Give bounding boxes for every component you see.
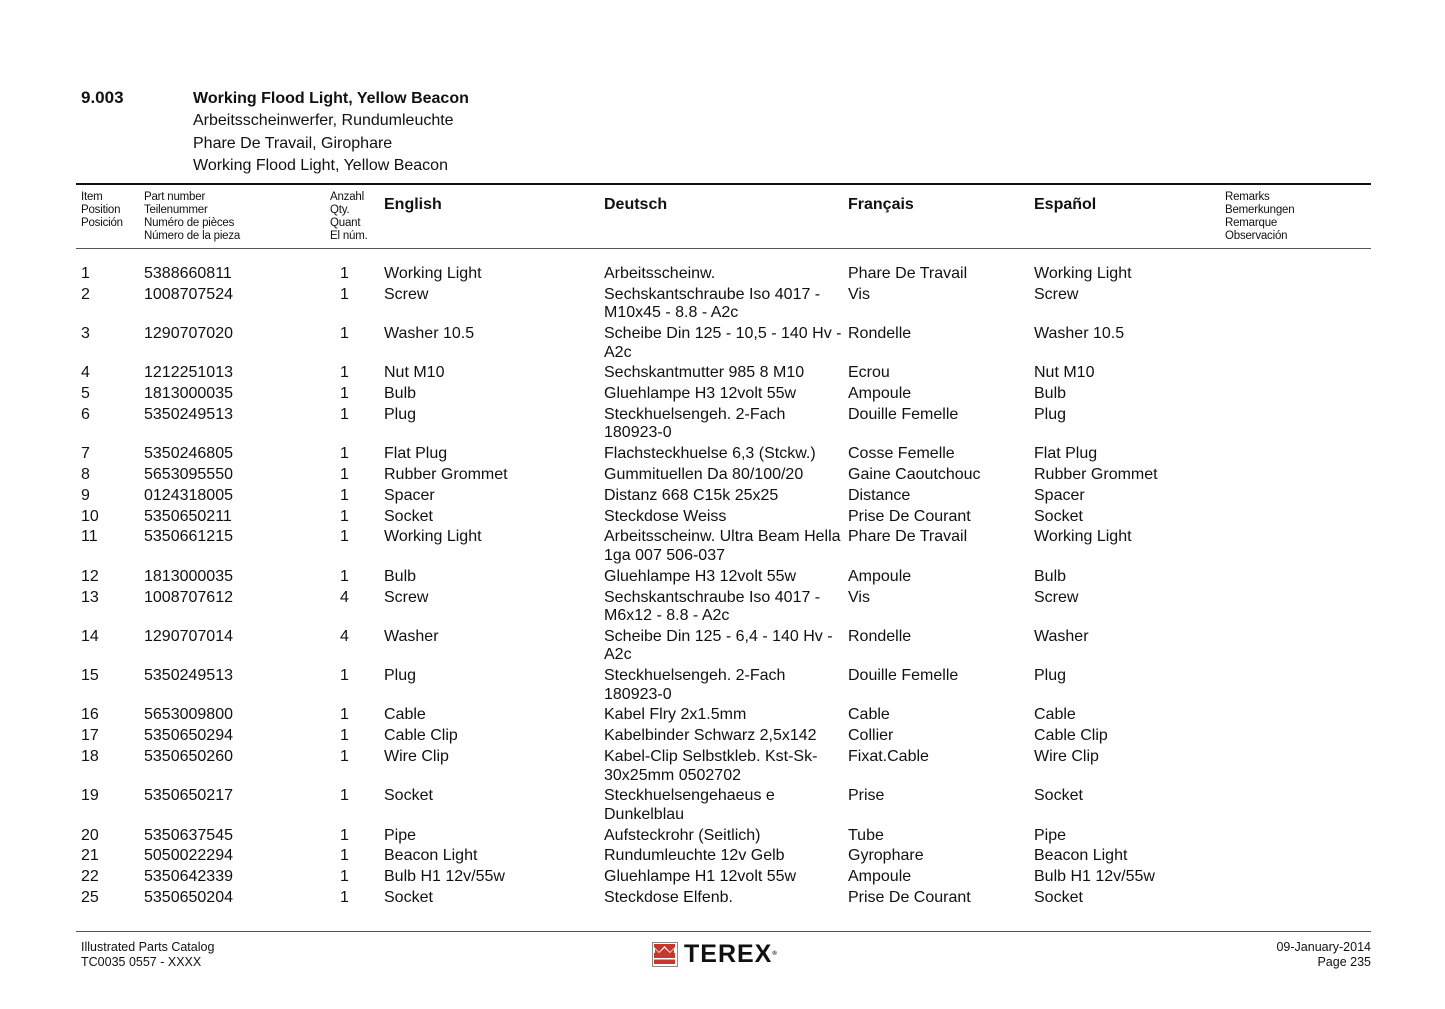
item-position: 7 [81, 445, 90, 463]
description-espanol: Rubber Grommet [1034, 466, 1158, 484]
terex-logo [652, 942, 778, 967]
description-deutsch: Steckhuelsengeh. 2-Fach 180923-0 [604, 405, 786, 442]
description-english: Bulb [384, 567, 417, 585]
header-part-en: Part number [144, 191, 206, 203]
table-row [0, 508, 1445, 529]
description-espanol: Washer [1034, 627, 1089, 645]
description-francais: Phare De Travail [848, 528, 968, 546]
part-number: 1813000035 [144, 567, 233, 585]
quantity: 1 [340, 787, 349, 805]
description-espanol: Screw [1034, 588, 1079, 606]
part-number: 5050022294 [144, 847, 233, 865]
item-position: 15 [81, 667, 99, 685]
item-position: 18 [81, 748, 99, 766]
item-position: 25 [81, 889, 99, 907]
description-francais: Prise [848, 787, 885, 805]
description-espanol: Spacer [1034, 486, 1085, 504]
description-deutsch: Kabel Flry 2x1.5mm [604, 706, 747, 724]
description-francais: Ampoule [848, 385, 912, 403]
table-row [0, 528, 1445, 567]
description-deutsch: Sechskantschraube Iso 4017 - M6x12 - 8.8 - A2c [604, 588, 821, 625]
section-number: 9.003 [81, 88, 124, 107]
header-top-rule [76, 183, 1371, 185]
description-english: Wire Clip [384, 748, 449, 766]
header-item [81, 191, 123, 230]
header-part-de: Teilenummer [144, 204, 208, 216]
terex-wordmark-text: TEREX [684, 940, 773, 968]
part-number: 1290707014 [144, 627, 233, 645]
table-row [0, 727, 1445, 748]
description-deutsch: Sechskantschraube Iso 4017 - M10x45 - 8.8 - A2c [604, 285, 821, 322]
quantity: 1 [340, 325, 349, 343]
part-number: 5350661215 [144, 528, 233, 546]
header-remarks-de: Bemerkungen [1225, 204, 1295, 216]
description-francais: Ecrou [848, 364, 890, 382]
description-francais: Cable [848, 706, 890, 724]
description-espanol: Socket [1034, 889, 1083, 907]
description-english: Plug [384, 667, 417, 685]
header-remarks-es: Observación [1225, 230, 1288, 242]
header-item-es: Posición [81, 217, 123, 229]
quantity: 1 [340, 528, 349, 546]
header-deutsch: Deutsch [604, 196, 668, 213]
item-position: 19 [81, 787, 99, 805]
quantity: 1 [340, 868, 349, 886]
quantity: 1 [340, 466, 349, 484]
description-francais: Gyrophare [848, 847, 924, 865]
part-number: 1813000035 [144, 385, 233, 403]
part-number: 1008707612 [144, 588, 233, 606]
header-part-number [144, 191, 240, 243]
description-francais: Prise De Courant [848, 889, 971, 907]
item-position: 9 [81, 486, 90, 504]
footer-catalog-title: Illustrated Parts Catalog [81, 940, 215, 954]
header-english: English [384, 196, 442, 213]
table-row [0, 325, 1445, 364]
table-row [0, 787, 1445, 826]
description-english: Bulb [384, 385, 417, 403]
part-number: 5350650204 [144, 889, 233, 907]
description-francais: Ampoule [848, 567, 912, 585]
header-item-de: Position [81, 204, 121, 216]
table-row [0, 265, 1445, 286]
description-espanol: Screw [1034, 285, 1079, 303]
quantity: 1 [340, 667, 349, 685]
header-remarks [1225, 191, 1294, 243]
description-english: Bulb H1 12v/55w [384, 868, 505, 886]
item-position: 11 [81, 528, 98, 546]
description-english: Washer [384, 627, 439, 645]
footer-catalog-info [81, 940, 214, 970]
table-row [0, 667, 1445, 706]
item-position: 14 [81, 627, 99, 645]
item-position: 13 [81, 588, 99, 606]
table-row [0, 364, 1445, 385]
item-position: 10 [81, 507, 99, 525]
description-francais: Cosse Femelle [848, 445, 955, 463]
description-francais: Douille Femelle [848, 667, 959, 685]
quantity: 1 [340, 285, 349, 303]
description-deutsch: Gluehlampe H1 12volt 55w [604, 868, 797, 886]
description-deutsch: Gummituellen Da 80/100/20 [604, 466, 804, 484]
table-row [0, 445, 1445, 466]
description-espanol: Flat Plug [1034, 445, 1098, 463]
description-espanol: Socket [1034, 787, 1083, 805]
part-number: 5350650260 [144, 748, 233, 766]
part-number: 5653095550 [144, 466, 233, 484]
parts-table-body [0, 265, 1445, 910]
description-english: Socket [384, 889, 433, 907]
description-deutsch: Kabelbinder Schwarz 2,5x142 [604, 727, 817, 745]
description-deutsch: Steckdose Weiss [604, 507, 727, 525]
description-espanol: Plug [1034, 405, 1067, 423]
description-deutsch: Gluehlampe H3 12volt 55w [604, 567, 797, 585]
description-deutsch: Arbeitsscheinw. Ultra Beam Hella 1ga 007 506-037 [604, 528, 841, 564]
description-espanol: Bulb [1034, 385, 1067, 403]
description-english: Cable Clip [384, 727, 458, 745]
quantity: 1 [340, 748, 349, 766]
description-deutsch: Aufsteckrohr (Seitlich) [604, 826, 761, 844]
description-espanol: Bulb [1034, 567, 1067, 585]
description-deutsch: Steckhuelsengehaeus e Dunkelblau [604, 787, 775, 823]
part-number: 5350249513 [144, 405, 233, 423]
table-row [0, 847, 1445, 868]
part-number: 1290707020 [144, 325, 233, 343]
description-english: Screw [384, 588, 429, 606]
description-english: Screw [384, 285, 429, 303]
item-position: 8 [81, 466, 90, 484]
table-row [0, 628, 1445, 667]
header-espanol: Español [1034, 196, 1097, 213]
quantity: 4 [340, 588, 349, 606]
description-deutsch: Sechskantmutter 985 8 M10 [604, 364, 805, 382]
quantity: 1 [340, 364, 349, 382]
header-item-en: Item [81, 191, 103, 203]
description-espanol: Nut M10 [1034, 364, 1095, 382]
description-francais: Ampoule [848, 868, 912, 886]
header-remarks-en: Remarks [1225, 191, 1270, 203]
item-position: 21 [81, 847, 99, 865]
description-espanol: Cable Clip [1034, 727, 1108, 745]
description-francais: Distance [848, 486, 911, 504]
description-francais: Prise De Courant [848, 507, 971, 525]
title-spanish: Working Flood Light, Yellow Beacon [193, 157, 448, 175]
header-qty-fr: Quant [330, 217, 361, 229]
quantity: 4 [340, 627, 349, 645]
description-espanol: Cable [1034, 706, 1076, 724]
description-deutsch: Steckhuelsengeh. 2-Fach 180923-0 [604, 667, 786, 703]
description-espanol: Wire Clip [1034, 748, 1099, 766]
item-position: 17 [81, 727, 99, 745]
description-english: Pipe [384, 826, 417, 844]
part-number: 1212251013 [144, 364, 233, 382]
footer-rule [76, 931, 1371, 932]
table-row [0, 868, 1445, 889]
part-number: 1008707524 [144, 285, 233, 303]
description-deutsch: Scheibe Din 125 - 6,4 - 140 Hv - A2c [604, 627, 833, 664]
description-francais: Vis [848, 285, 870, 303]
item-position: 6 [81, 405, 90, 423]
table-row [0, 889, 1445, 910]
item-position: 2 [81, 285, 90, 303]
description-english: Rubber Grommet [384, 466, 508, 484]
description-english: Socket [384, 787, 433, 805]
item-position: 3 [81, 325, 90, 343]
description-francais: Fixat.Cable [848, 748, 929, 766]
description-francais: Gaine Caoutchouc [848, 466, 981, 484]
table-row [0, 406, 1445, 445]
terex-wordmark [684, 942, 778, 967]
item-position: 16 [81, 706, 99, 724]
quantity: 1 [340, 507, 349, 525]
title-german: Arbeitsscheinwerfer, Rundumleuchte [193, 112, 454, 130]
description-english: Plug [384, 405, 417, 423]
table-row [0, 487, 1445, 508]
quantity: 1 [340, 706, 349, 724]
header-bottom-rule [76, 248, 1371, 249]
description-english: Nut M10 [384, 364, 445, 382]
table-row [0, 589, 1445, 628]
table-row [0, 286, 1445, 325]
description-francais: Rondelle [848, 325, 912, 343]
quantity: 1 [340, 265, 349, 282]
description-deutsch: Steckdose Elfenb. [604, 889, 733, 907]
quantity: 1 [340, 889, 349, 907]
description-deutsch: Kabel-Clip Selbstkleb. Kst-Sk-30x25mm 0502702 [604, 748, 818, 784]
footer-date: 09-January-2014 [1276, 940, 1371, 954]
description-english: Washer 10.5 [384, 325, 475, 343]
quantity: 1 [340, 445, 349, 463]
footer-catalog-code: TC0035 0557 - XXXX [81, 955, 202, 969]
description-espanol: Working Light [1034, 528, 1132, 546]
description-english: Beacon Light [384, 847, 478, 865]
description-espanol: Beacon Light [1034, 847, 1128, 865]
table-row [0, 706, 1445, 727]
item-position: 4 [81, 364, 90, 382]
header-qty [330, 191, 368, 243]
table-row [0, 568, 1445, 589]
part-number: 5350650294 [144, 727, 233, 745]
description-espanol: Plug [1034, 667, 1067, 685]
part-number: 5388660811 [144, 265, 232, 282]
title-french: Phare De Travail, Girophare [193, 134, 393, 152]
part-number: 5350246805 [144, 445, 233, 463]
item-position: 1 [81, 265, 90, 282]
item-position: 5 [81, 385, 90, 403]
description-deutsch: Arbeitsscheinw. [604, 265, 716, 282]
description-espanol: Working Light [1034, 265, 1132, 282]
description-deutsch: Gluehlampe H3 12volt 55w [604, 385, 797, 403]
description-espanol: Washer 10.5 [1034, 325, 1125, 343]
quantity: 1 [340, 826, 349, 844]
description-deutsch: Flachsteckhuelse 6,3 (Stckw.) [604, 445, 816, 463]
part-number: 5350249513 [144, 667, 233, 685]
description-english: Spacer [384, 486, 435, 504]
part-number: 0124318005 [144, 486, 233, 504]
item-position: 20 [81, 826, 99, 844]
part-number: 5350650211 [144, 507, 232, 525]
header-remarks-fr: Remarque [1225, 217, 1278, 229]
description-francais: Vis [848, 588, 870, 606]
description-deutsch: Scheibe Din 125 - 10,5 - 140 Hv - A2c [604, 325, 842, 361]
quantity: 1 [340, 567, 349, 585]
table-row [0, 385, 1445, 406]
description-francais: Tube [848, 826, 884, 844]
title-english-bold: Working Flood Light, Yellow Beacon [193, 90, 469, 107]
description-english: Socket [384, 507, 433, 525]
header-qty-de: Anzahl [330, 191, 364, 203]
footer-date-page [1276, 940, 1371, 970]
description-francais: Douille Femelle [848, 405, 959, 423]
item-position: 12 [81, 567, 99, 585]
table-row [0, 827, 1445, 848]
section-titles [193, 88, 469, 178]
quantity: 1 [340, 727, 349, 745]
table-row [0, 466, 1445, 487]
part-number: 5350642339 [144, 868, 233, 886]
header-part-es: Número de la pieza [144, 230, 241, 242]
part-number: 5350650217 [144, 787, 233, 805]
table-row [0, 748, 1445, 787]
quantity: 1 [340, 847, 349, 865]
description-francais: Collier [848, 727, 894, 745]
footer-page-number: Page 235 [1317, 955, 1371, 969]
part-number: 5350637545 [144, 826, 233, 844]
terex-crown-logo-icon [652, 942, 678, 967]
description-espanol: Pipe [1034, 826, 1067, 844]
description-francais: Rondelle [848, 627, 912, 645]
header-qty-en: Qty. [330, 204, 350, 216]
description-espanol: Bulb H1 12v/55w [1034, 868, 1155, 886]
description-english: Working Light [384, 528, 482, 546]
description-francais: Phare De Travail [848, 265, 968, 282]
description-english: Working Light [384, 265, 482, 282]
part-number: 5653009800 [144, 706, 233, 724]
header-part-fr: Numéro de pièces [144, 217, 235, 229]
description-english: Cable [384, 706, 426, 724]
header-qty-es: El núm. [330, 230, 368, 242]
description-deutsch: Rundumleuchte 12v Gelb [604, 847, 785, 865]
header-francais: Français [848, 196, 914, 213]
item-position: 22 [81, 868, 99, 886]
description-espanol: Socket [1034, 507, 1083, 525]
quantity: 1 [340, 405, 349, 423]
description-deutsch: Distanz 668 C15k 25x25 [604, 486, 779, 504]
description-english: Flat Plug [384, 445, 448, 463]
quantity: 1 [340, 385, 349, 403]
quantity: 1 [340, 486, 349, 504]
registered-mark: ® [772, 951, 778, 957]
